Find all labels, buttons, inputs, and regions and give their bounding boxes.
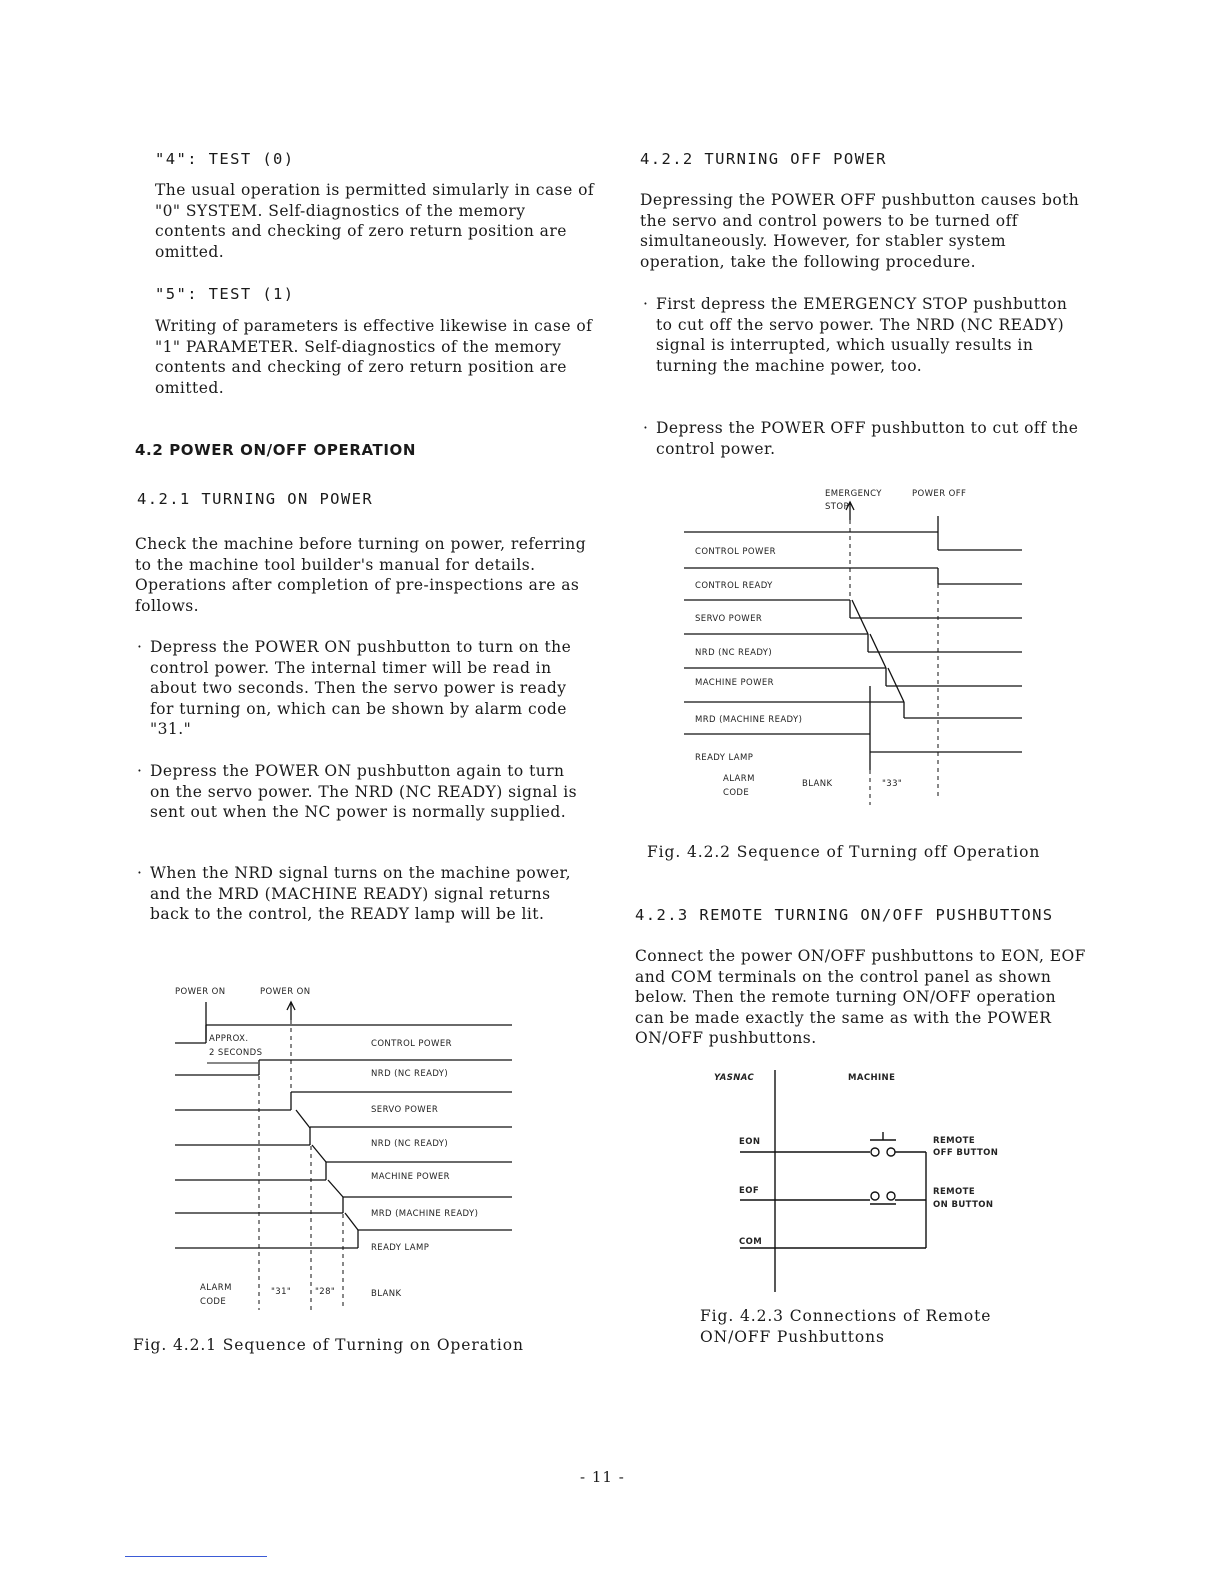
fig421-code-blank: BLANK xyxy=(371,1289,402,1299)
fig421-row-label: SERVO POWER xyxy=(371,1105,439,1115)
fig422-row-label: MRD (MACHINE READY) xyxy=(695,715,803,725)
bullet-text: When the NRD signal turns on the machine power, and the MRD (MACHINE READY) signal returns back to the control, the READY lamp will be lit. xyxy=(150,864,571,924)
fig421-alarm-label: ALARM xyxy=(200,1283,232,1293)
fig421-label-power-on-1: POWER ON xyxy=(175,987,226,997)
fig421-code-31: "31" xyxy=(271,1287,292,1297)
fig421-row-label: READY LAMP xyxy=(371,1243,430,1253)
fig421-row-label: MRD (MACHINE READY) xyxy=(371,1209,479,1219)
intro-paragraph: Check the machine before turning on power, referring to the machine tool builder's manual for details. Operations after completion of pre-inspections are as follows. xyxy=(135,535,587,615)
fig421-row-label: NRD (NC READY) xyxy=(371,1139,449,1149)
fig421-approx-label: APPROX. xyxy=(209,1034,249,1044)
fig422-row-label: READY LAMP xyxy=(695,753,754,763)
fig422-alarm-label: ALARM xyxy=(723,774,755,784)
figure-423-caption-line-2: ON/OFF Pushbuttons xyxy=(700,1328,885,1346)
test1-heading: "5": TEST (1) xyxy=(155,285,295,303)
fig423-terminal-com: COM xyxy=(739,1237,763,1247)
fig423-machine-label: MACHINE xyxy=(848,1073,896,1083)
section-heading: 4.2 POWER ON/OFF OPERATION xyxy=(135,441,417,459)
figure-423-wiring-diagram xyxy=(680,1060,1040,1310)
fig422-row-label: NRD (NC READY) xyxy=(695,648,773,658)
test0-heading: "4": TEST (0) xyxy=(155,150,295,168)
test1-body: Writing of parameters is effective likewise in case of "1" PARAMETER. Self-diagnostics of the memory contents and checking of zero return position are omitted. xyxy=(155,317,593,397)
turn-off-intro: Depressing the POWER OFF pushbutton causes both the servo and control powers to be turned off simultaneously. However, for stabler system operation, take the following procedure. xyxy=(640,191,1080,271)
subsection-heading-423: 4.2.3 REMOTE TURNING ON/OFF PUSHBUTTONS xyxy=(635,906,1054,924)
bullet-text: First depress the EMERGENCY STOP pushbutton to cut off the servo power. The NRD (NC READY) signal is interrupted, which usually results in turning the machine power, too. xyxy=(656,295,1068,375)
fig422-label-stop: STOP xyxy=(825,502,850,512)
fig421-row-label: CONTROL POWER xyxy=(371,1039,452,1049)
remote-paragraph: Connect the power ON/OFF pushbuttons to EON, EOF and COM terminals on the control panel as shown below. Then the remote turning ON/OFF operation can be made exactly the same as with the POWER ON/OFF pushbuttons. xyxy=(635,947,1086,1048)
bullet-text: Depress the POWER ON pushbutton to turn on the control power. The internal timer will be read in about two seconds. Then the servo power is ready for turning on, which can be shown by alarm code "31." xyxy=(150,638,572,739)
fig423-remote-on-button: ON BUTTON xyxy=(933,1200,994,1210)
fig422-row-label: CONTROL READY xyxy=(695,581,773,591)
fig422-code-blank: BLANK xyxy=(802,779,833,789)
bullet-marker: · xyxy=(643,419,649,437)
fig422-row-label: SERVO POWER xyxy=(695,614,763,624)
fig421-row-label: MACHINE POWER xyxy=(371,1172,450,1182)
fig421-label-power-on-2: POWER ON xyxy=(260,987,311,997)
figure-422-timing-diagram xyxy=(620,470,1040,850)
bullet-item xyxy=(643,294,1088,376)
fig423-remote-off-button: OFF BUTTON xyxy=(933,1148,999,1158)
fig421-code-28: "28" xyxy=(315,1287,336,1297)
fig422-label-power-off: POWER OFF xyxy=(912,489,967,499)
fig423-terminal-eon: EON xyxy=(739,1137,761,1147)
page-number: - 11 - xyxy=(580,1468,625,1486)
bullet-item xyxy=(643,418,1092,459)
fig421-code-label: CODE xyxy=(200,1297,227,1307)
bullet-marker: · xyxy=(137,864,143,882)
subsection-heading-421: 4.2.1 TURNING ON POWER xyxy=(137,490,374,508)
fig422-code-33: "33" xyxy=(882,779,903,789)
subsection-heading-422: 4.2.2 TURNING OFF POWER xyxy=(640,150,887,168)
fig421-approx-seconds: 2 SECONDS xyxy=(209,1048,263,1058)
bullet-text: Depress the POWER ON pushbutton again to turn on the servo power. The NRD (NC READY) signal is sent out when the NC power is normally supplied. xyxy=(150,762,578,822)
figure-423-caption-line-1: Fig. 4.2.3 Connections of Remote xyxy=(700,1307,992,1325)
bullet-text: Depress the POWER OFF pushbutton to cut off the control power. xyxy=(656,419,1079,458)
fig423-remote-off-label: REMOTE xyxy=(933,1136,976,1146)
figure-422-caption: Fig. 4.2.2 Sequence of Turning off Operation xyxy=(647,843,1041,861)
bullet-marker: · xyxy=(137,638,143,656)
footer-link-underline xyxy=(125,1556,267,1557)
fig423-remote-on-label: REMOTE xyxy=(933,1187,976,1197)
bullet-marker: · xyxy=(643,295,649,313)
fig422-code-label: CODE xyxy=(723,788,750,798)
fig422-row-label: MACHINE POWER xyxy=(695,678,774,688)
bullet-marker: · xyxy=(137,762,143,780)
fig422-row-label: CONTROL POWER xyxy=(695,547,776,557)
fig423-terminal-eof: EOF xyxy=(739,1186,760,1196)
fig421-row-label: NRD (NC READY) xyxy=(371,1069,449,1079)
fig423-yasnac-label: YASNAC xyxy=(714,1073,755,1083)
fig422-label-emergency: EMERGENCY xyxy=(825,489,882,499)
test0-body: The usual operation is permitted simularly in case of "0" SYSTEM. Self-diagnostics of the memory contents and checking of zero return position are omitted. xyxy=(155,181,595,261)
figure-421-caption: Fig. 4.2.1 Sequence of Turning on Operation xyxy=(133,1336,524,1354)
